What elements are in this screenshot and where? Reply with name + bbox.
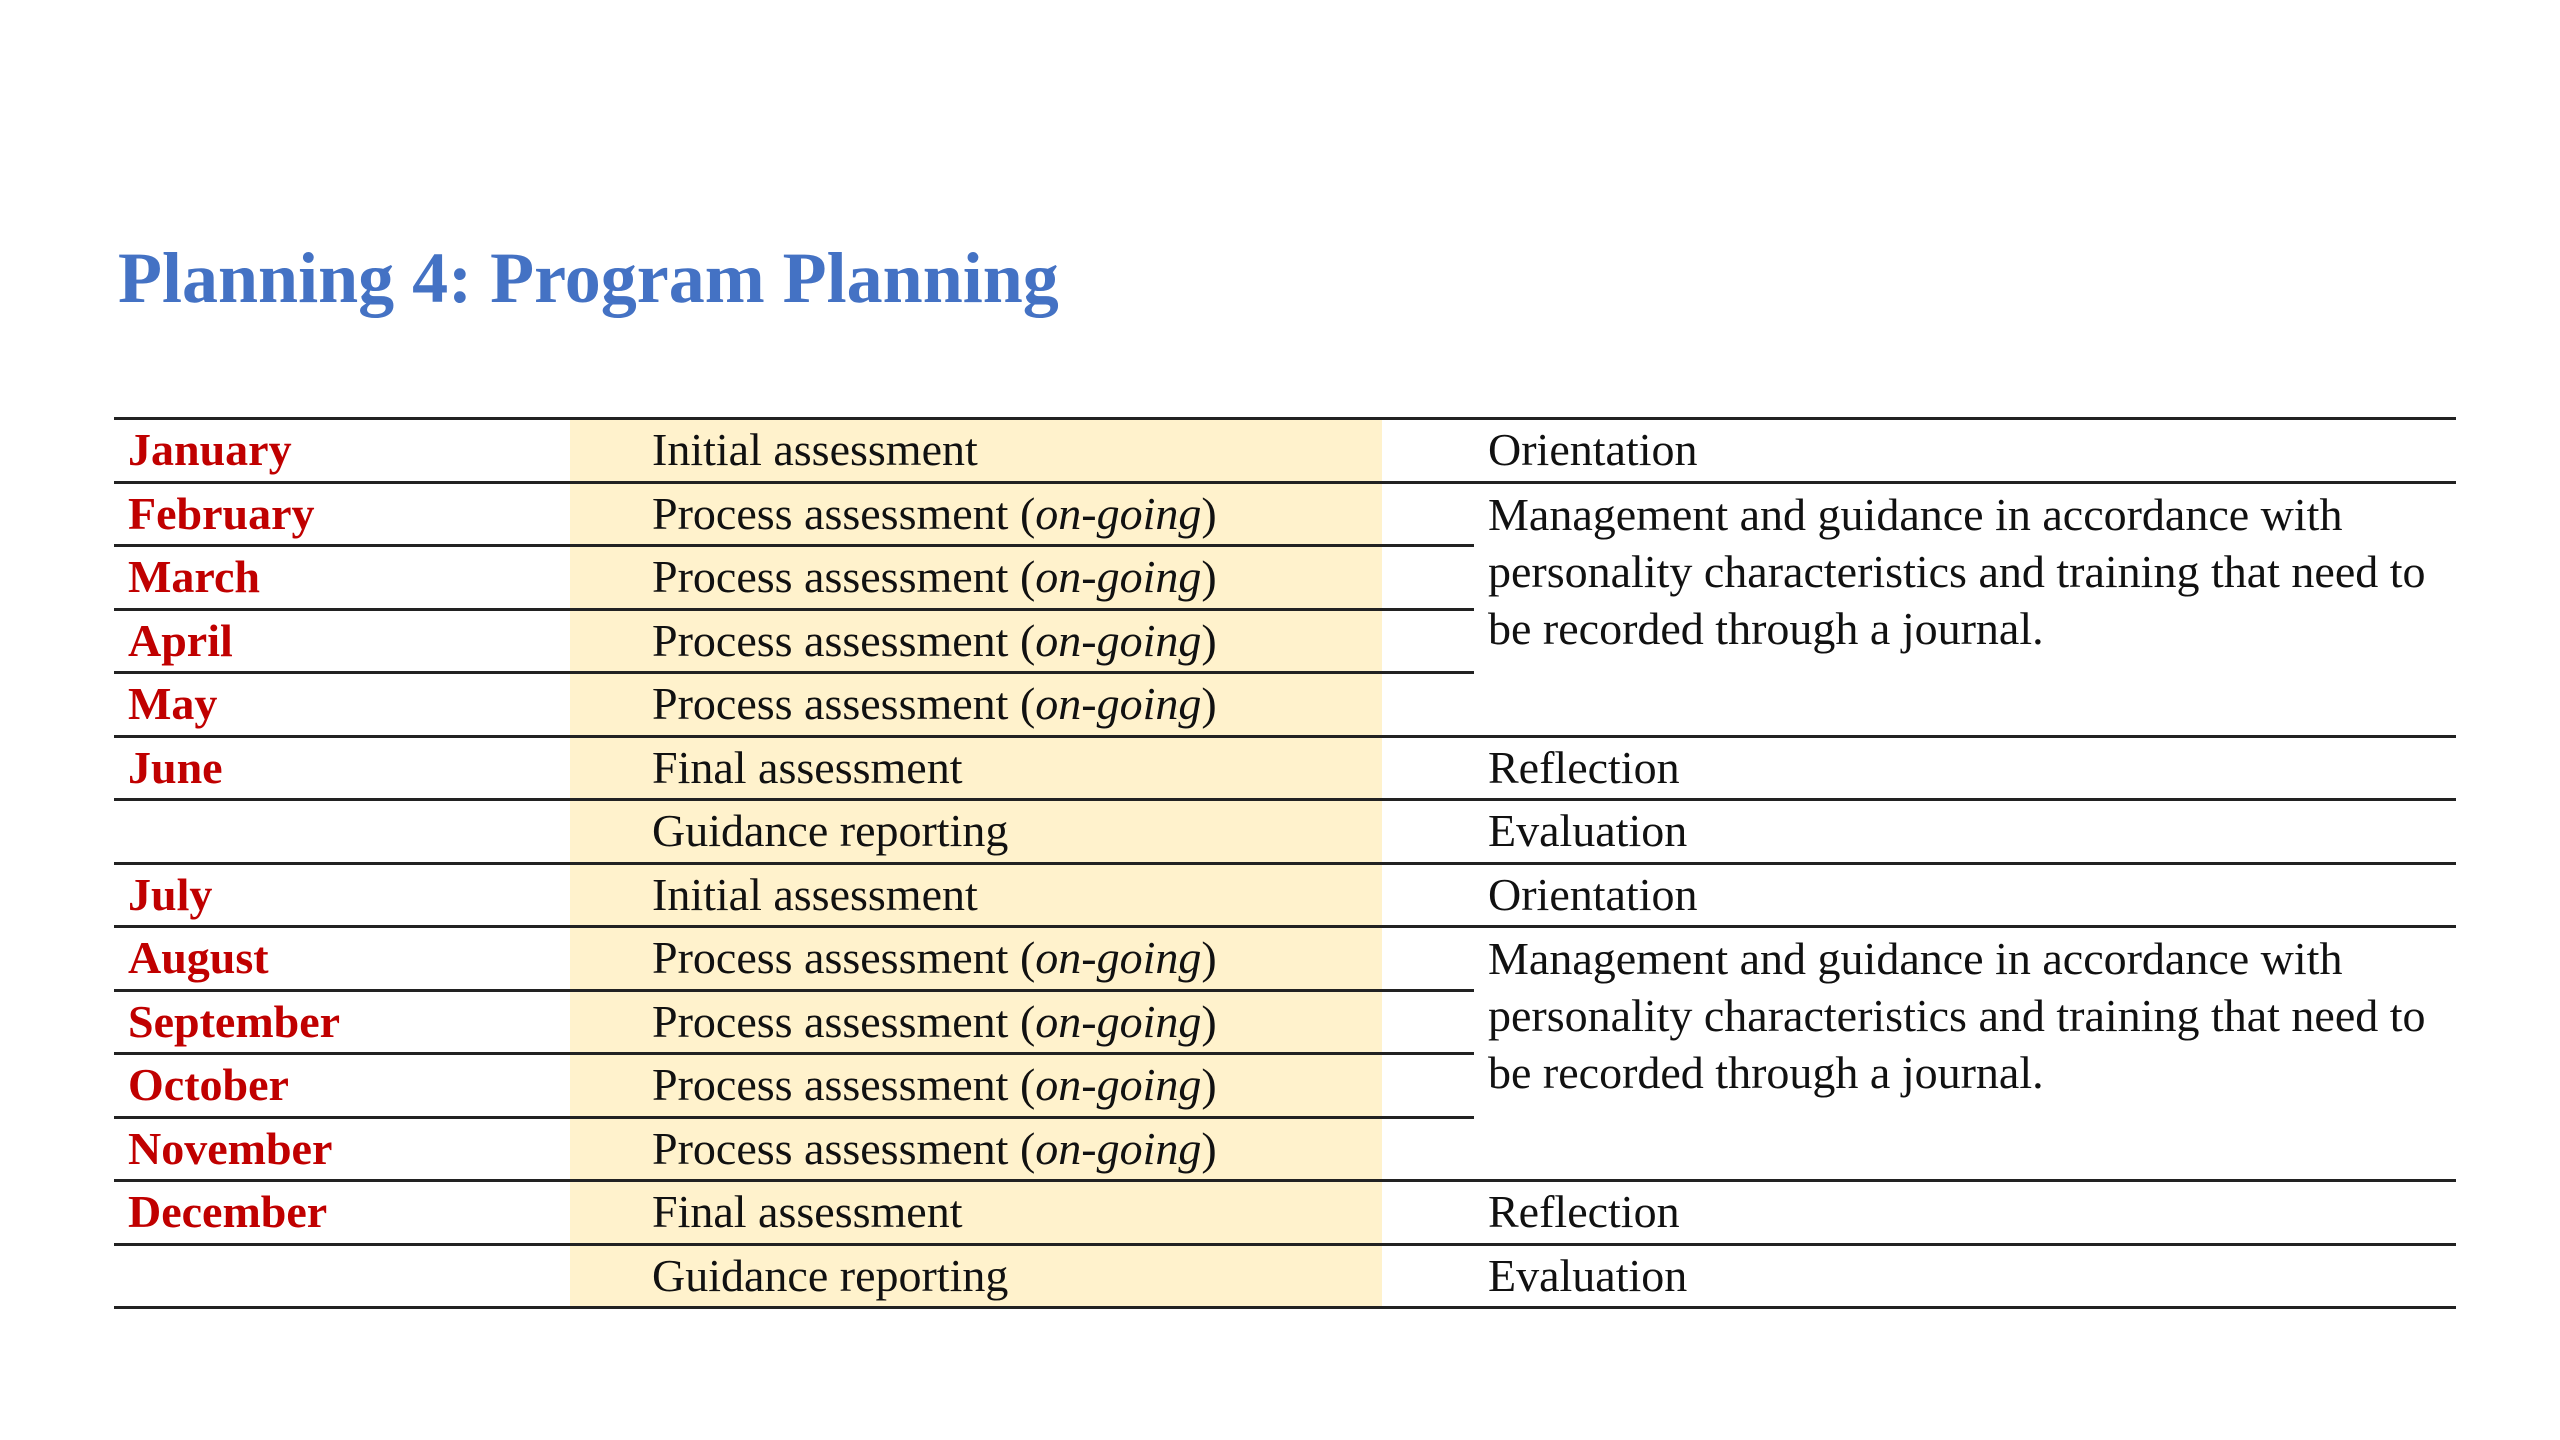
activity-cell: Process assessment (on-going) [652,551,1217,602]
activity-cell [652,863,978,927]
month-label: December [128,1186,328,1237]
month-label: June [128,742,223,793]
activity-cell [652,1244,1008,1308]
stage-label: Evaluation [1488,805,1688,856]
stage-label: Evaluation [1488,1250,1688,1301]
activity-label: Guidance reporting [652,1250,1009,1301]
stage-label: Reflection [1488,742,1680,793]
stage-label: Orientation [1488,424,1698,475]
table-rule [114,862,2456,865]
activity-cell: Process assessment (on-going) [652,932,1217,983]
activity-label: Process assessment [652,551,1009,602]
month-label: February [128,488,315,539]
table-rule [114,1179,2456,1182]
activity-label: Process assessment [652,615,1009,666]
activity-cell [652,1180,962,1244]
activity-label: Final assessment [652,1186,963,1237]
page-title: Planning 4: Program Planning [118,238,1059,318]
activity-label: Process assessment [652,1059,1009,1110]
activity-cell [652,736,962,800]
activity-note: on-going [1035,488,1202,539]
activity-note: on-going [1035,932,1202,983]
activity-cell: Process assessment (on-going) [652,1123,1217,1174]
month-label: October [128,1059,289,1110]
table-rule [114,925,2456,928]
activity-cell: Process assessment (on-going) [652,488,1217,539]
activity-note: on-going [1035,615,1202,666]
activity-note: on-going [1035,1123,1202,1174]
table-rule [114,1306,2456,1309]
month-label: July [128,869,213,920]
activity-label: Guidance reporting [652,805,1009,856]
stage-label: Orientation [1488,869,1698,920]
table-rule [114,1243,2456,1246]
activity-label: Process assessment [652,996,1009,1047]
activity-label: Process assessment [652,488,1009,539]
activity-label: Initial assessment [652,869,978,920]
activity-cell: Process assessment (on-going) [652,615,1217,666]
month-label: January [128,424,292,475]
activity-cell: Process assessment (on-going) [652,678,1217,729]
month-label: November [128,1123,333,1174]
month-label: May [128,678,218,729]
activity-note: on-going [1035,996,1202,1047]
activity-label: Process assessment [652,932,1009,983]
table-rule [114,735,2456,738]
activity-label: Final assessment [652,742,963,793]
month-label: August [128,932,269,983]
activity-cell [652,418,978,482]
activity-note: on-going [1035,678,1202,729]
table-rule [114,417,2456,420]
table-rule [114,798,2456,801]
activity-note: on-going [1035,1059,1202,1110]
table-rule [114,481,2456,484]
activity-label: Process assessment [652,1123,1009,1174]
activity-label: Initial assessment [652,424,978,475]
activity-cell: Process assessment (on-going) [652,1059,1217,1110]
stage-description: Management and guidance in accordance with personality characteristics and training that need to be recorded through a journal. [1488,933,2426,1098]
activity-label: Process assessment [652,678,1009,729]
activity-note: on-going [1035,551,1202,602]
month-label: March [128,551,261,602]
activity-cell: Process assessment (on-going) [652,996,1217,1047]
activity-cell [652,799,1008,863]
stage-label: Reflection [1488,1186,1680,1237]
stage-description: Management and guidance in accordance with personality characteristics and training that need to be recorded through a journal. [1488,489,2426,654]
program-plan-table [114,418,2456,1308]
month-label: September [128,996,341,1047]
month-label: April [128,615,233,666]
